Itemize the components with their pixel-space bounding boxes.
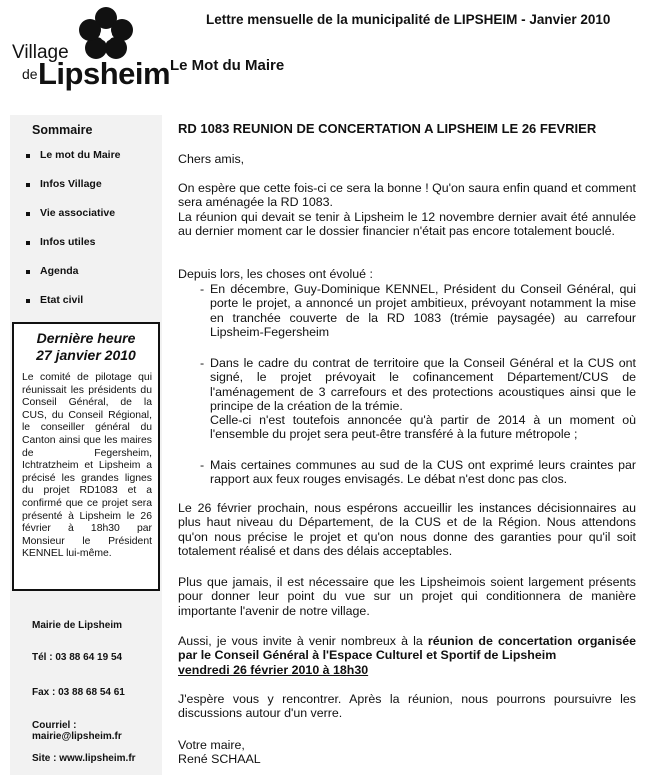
contact-tel: Tél : 03 88 64 19 54 xyxy=(32,652,123,663)
sidebar xyxy=(10,115,162,775)
flower-icon xyxy=(78,6,134,62)
bullet-icon xyxy=(26,154,30,158)
sommaire-title: Sommaire xyxy=(32,123,93,137)
news-box xyxy=(12,322,160,591)
bullet-icon xyxy=(26,270,30,274)
sommaire-list xyxy=(26,149,121,323)
paragraph-2: Depuis lors, les choses ont évolué : xyxy=(178,267,373,281)
news-text: Le comité de pilotage qui réunissait les présidents du Conseil Général, de la CUS, du Conseil Régional, le conseiller général du Canton ainsi que les maires de Fegersheim, Ichtratzheim et Lipsheim a précisé les grandes lignes du projet RD1083 et a confirmé que ce projet sera présenté à Lipsheim le 26 février à 18h30 par Monsieur le Président KENNEL lui-même. xyxy=(22,372,152,560)
logo xyxy=(10,4,170,94)
news-title: Dernière heure 27 janvier 2010 xyxy=(36,330,136,363)
bullet-icon xyxy=(26,241,30,245)
meeting-date: vendredi 26 février 2010 à 18h30 xyxy=(178,662,369,677)
dash-item-1: - En décembre, Guy-Dominique KENNEL, Président du Conseil Général, qui porte le projet, a annoncé un projet ambitieux, prévoyant notamment la mise en tranchée couverte de la RD 1083 (trémie paysagée) au carrefour Lipsheim-Fegersheim xyxy=(200,282,636,339)
logo-village-text: Village xyxy=(12,42,69,63)
contact-email[interactable]: Courriel : mairie@lipsheim.fr xyxy=(32,720,122,742)
contact-mairie: Mairie de Lipsheim xyxy=(32,620,123,631)
bullet-icon xyxy=(26,212,30,216)
contact-fax: Fax : 03 88 68 54 61 xyxy=(32,687,125,698)
paragraph-4: Plus que jamais, il est nécessaire que les Lipsheimois soient largement présents pour donner leur point du vue sur un projet qui conditionnera de manière importante l'avenir de notre village. xyxy=(178,575,636,618)
paragraph-1: On espère que cette fois-ci ce sera la bonne ! Qu'on saura enfin quand et comment sera aménagée la RD 1083. La réunion qui devait se tenir à Lipsheim le 12 novembre dernier avait été annulée au dernier moment car le dossier financier n'était pas encore totalement bouclé. xyxy=(178,181,636,238)
sommaire-item[interactable]: Infos Village xyxy=(26,178,121,207)
sommaire-item[interactable]: Agenda xyxy=(26,265,121,294)
signature: Votre maire, René SCHAAL xyxy=(178,738,261,767)
newsletter-title: Lettre mensuelle de la municipalité de LIPSHEIM - Janvier 2010 xyxy=(206,12,611,27)
paragraph-5: Aussi, je vous invite à venir nombreux à la réunion de concertation organisée par le Conseil Général à l'Espace Culturel et Sportif de Lipsheim vendredi 26 février 2010 à 18h30 xyxy=(178,634,636,677)
section-title: Le Mot du Maire xyxy=(170,57,285,74)
dash-item-3: - Mais certaines communes au sud de la CUS ont exprimé leurs craintes par rapport aux feux rouges envisagés. Le débat n'est donc pas clos. xyxy=(200,458,636,487)
sommaire-item[interactable]: Le mot du Maire xyxy=(26,149,121,178)
logo-name-text: Lipsheim xyxy=(38,56,171,91)
bullet-icon xyxy=(26,299,30,303)
greeting: Chers amis, xyxy=(178,152,245,166)
sommaire-item[interactable]: Vie associative xyxy=(26,207,121,236)
paragraph-3: Le 26 février prochain, nous espérons accueillir les instances décisionnaires au plus haut niveau du Département, de la CUS et de la Région. Nous attendons qu'on nous précise le projet et qu'on nous donne des garanties pour qu'il soit totalement réalisé et dans des délais acceptables. xyxy=(178,501,636,558)
sommaire-item[interactable]: Infos utiles xyxy=(26,236,121,265)
article-title: RD 1083 REUNION DE CONCERTATION A LIPSHEIM LE 26 FEVRIER xyxy=(178,121,597,136)
contact-site[interactable]: Site : www.lipsheim.fr xyxy=(32,753,136,764)
paragraph-6: J'espère vous y rencontrer. Après la réunion, nous pourrons poursuivre les discussions autour d'un verre. xyxy=(178,692,636,721)
dash-item-2: - Dans le cadre du contrat de territoire que la Conseil Général et la CUS ont signé, le projet prévoyait le cofinancement Département/CUS de l'aménagement de 3 carrefours et des protections acoustiques ainsi que le principe de la création de la trémie. Celle-ci n'est toutefois annoncée qu'à partir de 2014 à un moment où l'ensemble du projet sera peut-être transféré à la future métropole ; xyxy=(200,356,636,442)
logo-de-text: de xyxy=(22,66,38,82)
sommaire-item[interactable]: Etat civil xyxy=(26,294,121,323)
bullet-icon xyxy=(26,183,30,187)
